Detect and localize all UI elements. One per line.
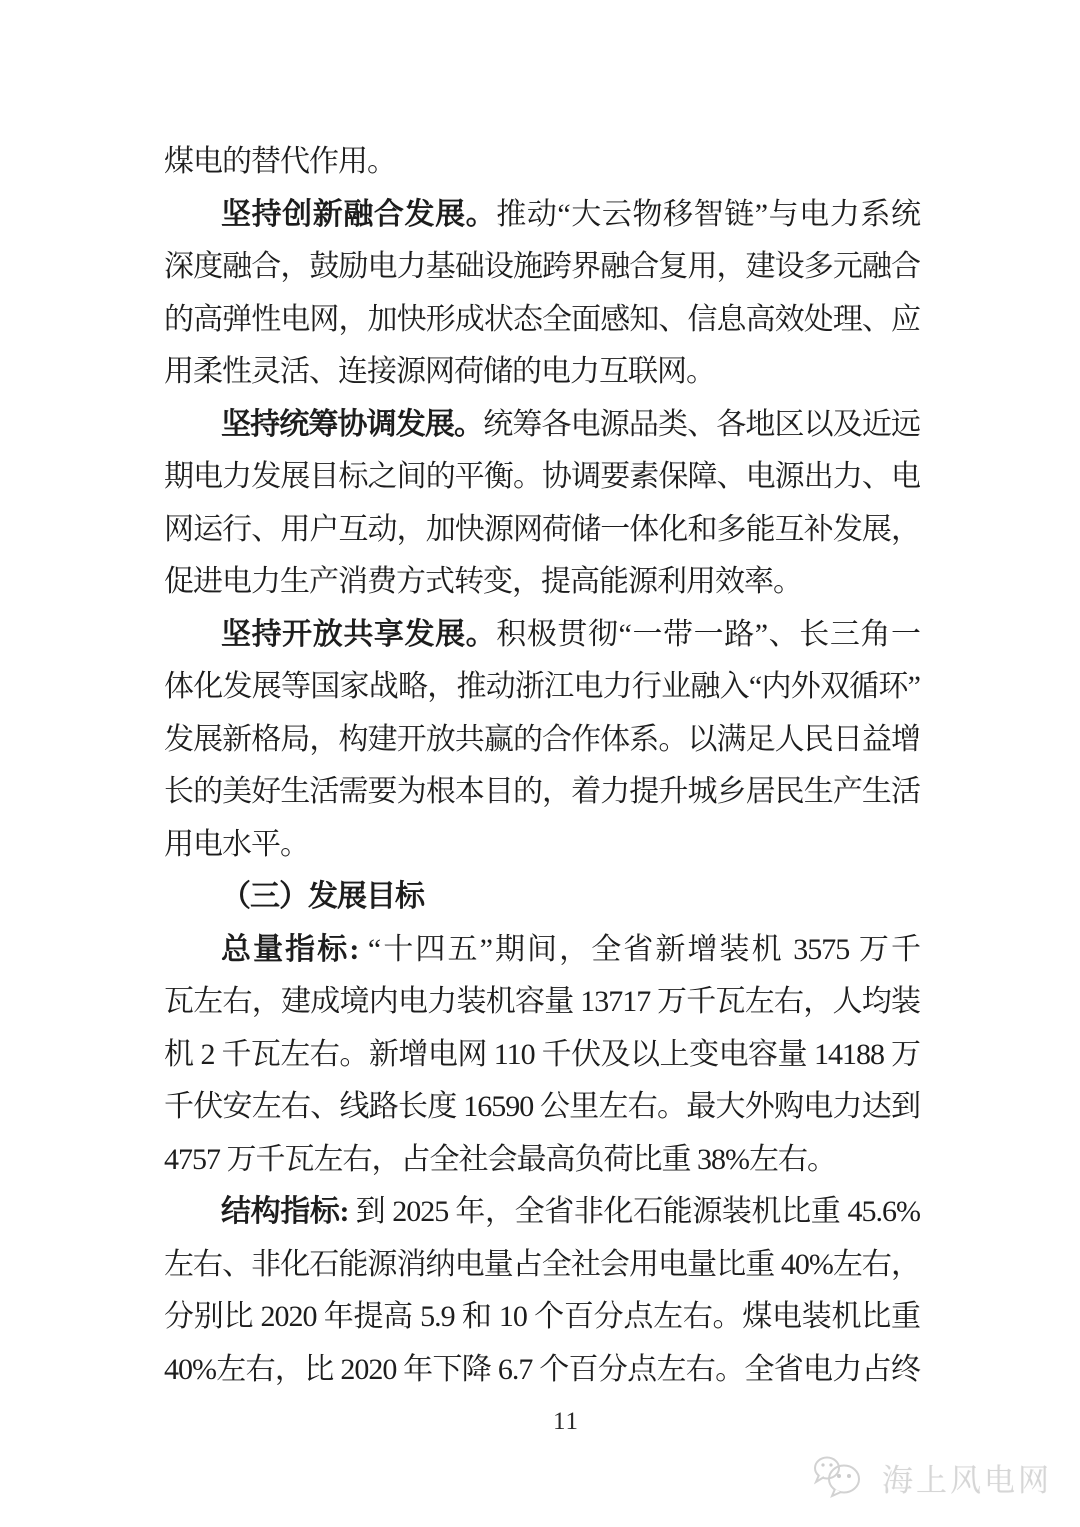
- line-text: 左右、非化石能源消纳电量占全社会用电量比重 40%左右，: [164, 1247, 920, 1281]
- line-text: 统筹各电源品类、各地区以及近远: [483, 407, 921, 441]
- text-line: [164, 1081, 920, 1134]
- bold-lead: 结构指标:: [221, 1195, 349, 1228]
- bold-lead: 总量指标:: [221, 932, 359, 966]
- text-line: [164, 871, 920, 924]
- text-line: [164, 189, 920, 242]
- text-line: [164, 1344, 920, 1397]
- text-line: [164, 609, 920, 662]
- bold-lead: 坚持统筹协调发展。: [221, 407, 484, 441]
- line-text: 体化发展等国家战略，推动浙江电力行业融入“内外双循环”: [164, 670, 920, 703]
- watermark: [810, 1452, 1052, 1502]
- line-text: 发展新格局，构建开放共赢的合作体系。以满足人民日益增: [164, 722, 920, 756]
- line-text: 机 2 千瓦左右。新增电网 110 千伏及以上变电容量 14188 万: [164, 1037, 920, 1071]
- text-line: [164, 346, 920, 399]
- text-line: [164, 924, 920, 977]
- text-line: [164, 766, 920, 819]
- line-text: 的高弹性电网，加快形成状态全面感知、信息高效处理、应: [164, 302, 920, 336]
- line-text: 千伏安左右、线路长度 16590 公里左右。最大外购电力达到: [164, 1090, 920, 1123]
- line-text: 瓦左右，建成境内电力装机容量 13717 万千瓦左右，人均装: [164, 985, 920, 1018]
- line-text: 推动“大云物移智链”与电力系统: [496, 197, 920, 231]
- text-line: [164, 504, 920, 557]
- text-line: [164, 1239, 920, 1292]
- bold-lead: 坚持创新融合发展。: [221, 197, 497, 231]
- text-line: [164, 451, 920, 504]
- page-number: 11: [552, 1408, 580, 1435]
- line-text: 促进电力生产消费方式转变，提高能源利用效率。: [164, 565, 802, 598]
- bold-lead: （三）发展目标: [221, 880, 424, 913]
- line-text: 期电力发展目标之间的平衡。协调要素保障、电源出力、电: [164, 460, 920, 493]
- line-text: 煤电的替代作用。: [164, 145, 396, 178]
- wechat-icon: [810, 1452, 872, 1502]
- line-text: 长的美好生活需要为根本目的，着力提升城乡居民生产生活: [164, 775, 920, 808]
- text-line: [164, 1029, 920, 1082]
- text-line: [164, 556, 920, 609]
- line-text: 深度融合，鼓励电力基础设施跨界融合复用，建设多元融合: [164, 250, 920, 283]
- line-text: 用柔性灵活、连接源网荷储的电力互联网。: [164, 355, 715, 388]
- text-line: [164, 241, 920, 294]
- line-text: 到 2025 年，全省非化石能源装机比重 45.6%: [348, 1195, 920, 1228]
- line-text: 积极贯彻“一带一路”、长三角一: [496, 617, 920, 651]
- text-line: [164, 136, 920, 189]
- text-line: [164, 399, 920, 452]
- text-line: [164, 294, 920, 347]
- line-text: 网运行、用户互动，加快源网荷储一体化和多能互补发展，: [164, 512, 920, 546]
- text-line: [164, 1186, 920, 1239]
- text-line: [164, 1134, 920, 1187]
- line-text: 40%左右，比 2020 年下降 6.7 个百分点左右。全省电力占终: [164, 1352, 920, 1386]
- line-text: 用电水平。: [164, 827, 309, 861]
- text-line: [164, 819, 920, 872]
- text-line: [164, 976, 920, 1029]
- text-block: [164, 136, 920, 1396]
- text-line: [164, 714, 920, 767]
- text-line: [164, 1291, 920, 1344]
- line-text: 4757 万千瓦左右，占全社会最高负荷比重 38%左右。: [164, 1142, 836, 1176]
- watermark-label: 海上风电网: [882, 1462, 1052, 1498]
- bold-lead: 坚持开放共享发展。: [221, 617, 497, 651]
- line-text: 分别比 2020 年提高 5.9 和 10 个百分点左右。煤电装机比重: [164, 1300, 920, 1333]
- text-line: [164, 661, 920, 714]
- line-text: “十四五”期间，全省新增装机 3575 万千: [358, 932, 920, 966]
